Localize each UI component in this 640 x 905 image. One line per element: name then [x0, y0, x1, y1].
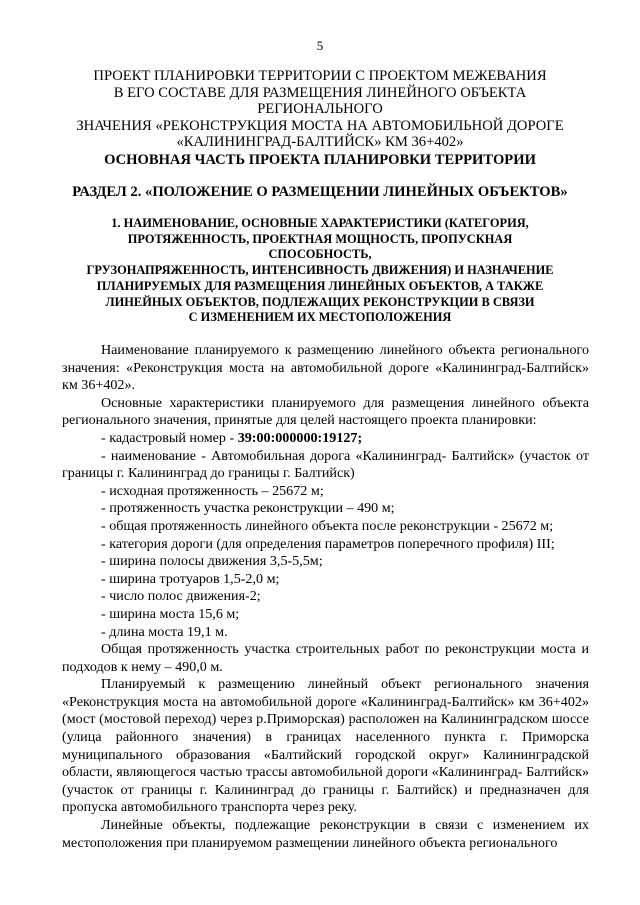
list-item [62, 553, 589, 571]
subsection-line: ЛИНЕЙНЫХ ОБЪЕКТОВ, ПОДЛЕЖАЩИХ РЕКОНСТРУКЦИИ В СВЯЗИ [105, 294, 535, 309]
main-title: ОСНОВНАЯ ЧАСТЬ ПРОЕКТА ПЛАНИРОВКИ ТЕРРИТОРИИ [104, 152, 536, 168]
paragraph-text: - категория дороги (для определения параметров поперечного профиля) III; [101, 535, 555, 552]
paragraph [62, 817, 589, 852]
subsection-line: С ИЗМЕНЕНИЕМ ИХ МЕСТОПОЛОЖЕНИЯ [188, 310, 452, 325]
header-line: «КАЛИНИНГРАД-БАЛТИЙСК» КМ 36+402» [176, 134, 464, 151]
paragraph-text: - кадастровый номер - [101, 429, 238, 446]
paragraph-text: - наименование - Автомобильная дорога «Калининград- Балтийск» (участок от границы г. Калининград до границы г. Балтийск) [62, 447, 589, 482]
paragraph-text: - исходная протяженность – 25672 м; [101, 482, 324, 499]
paragraph-text: - общая протяженность линейного объекта после реконструкции - 25672 м; [101, 517, 554, 534]
cadastral-number: 39:00:000000:19127; [237, 429, 363, 446]
subsection-line: ГРУЗОНАПРЯЖЕННОСТЬ, ИНТЕНСИВНОСТЬ ДВИЖЕНИЯ) И НАЗНАЧЕНИЕ [86, 263, 554, 278]
paragraph-text: - ширина полосы движения 3,5-5,5м; [101, 553, 323, 570]
subsection-title [80, 216, 560, 326]
paragraph-text: Наименование планируемого к размещению линейного объекта регионального значения: «Реконструкция моста на автомобильной дороге «Калининград-Балтийск» км 36+402». [62, 342, 589, 394]
list-item [62, 518, 589, 536]
paragraph-text: - число полос движения-2; [101, 588, 261, 605]
paragraph-text: - длина моста 19,1 м. [101, 623, 228, 640]
section-title: РАЗДЕЛ 2. «ПОЛОЖЕНИЕ О РАЗМЕЩЕНИИ ЛИНЕЙНЫХ ОБЪЕКТОВ» [72, 184, 568, 200]
paragraph [62, 448, 589, 483]
list-item [62, 588, 589, 606]
list-item [62, 624, 589, 642]
paragraph [62, 342, 589, 395]
paragraph [62, 641, 589, 676]
subsection-line: ПЛАНИРУЕМЫХ ДЛЯ РАЗМЕЩЕНИЯ ЛИНЕЙНЫХ ОБЪЕКТОВ, А ТАКЖЕ [96, 278, 544, 293]
paragraph [62, 676, 589, 817]
paragraph-text: - протяженность участка реконструкции – 490 м; [101, 500, 395, 517]
header-line: ЗНАЧЕНИЯ «РЕКОНСТРУКЦИЯ МОСТА НА АВТОМОБИЛЬНОЙ ДОРОГЕ [76, 117, 564, 134]
page-number: 5 [316, 38, 324, 53]
list-item [62, 430, 589, 448]
header-line: В ЕГО СОСТАВЕ ДЛЯ РАЗМЕЩЕНИЯ ЛИНЕЙНОГО ОБЪЕКТА РЕГИОНАЛЬНОГО [113, 84, 527, 118]
header-line: ПРОЕКТ ПЛАНИРОВКИ ТЕРРИТОРИИ С ПРОЕКТОМ МЕЖЕВАНИЯ [93, 68, 547, 84]
paragraph-text: Линейные объекты, подлежащие реконструкции в связи с изменением их местоположения при планируемом размещении линейного объекта регионального [62, 817, 589, 851]
list-item [62, 536, 589, 554]
document-header [60, 68, 580, 151]
list-item [62, 606, 589, 624]
paragraph-text: - ширина тротуаров 1,5-2,0 м; [101, 570, 280, 587]
paragraph [62, 395, 589, 430]
list-item [62, 571, 589, 589]
paragraph-text: Основные характеристики планируемого для размещения линейного объекта регионального значения, принятые для целей настоящего проекта планировки: [62, 394, 589, 429]
paragraph-text: - ширина моста 15,6 м; [101, 605, 240, 622]
subsection-line: ПРОТЯЖЕННОСТЬ, ПРОЕКТНАЯ МОЩНОСТЬ, ПРОПУСКНАЯ СПОСОБНОСТЬ, [127, 231, 513, 262]
list-item [62, 483, 589, 501]
paragraph-text: Планируемый к размещению линейный объект регионального значения «Реконструкция моста на автомобильной дороге «Калининград-Балтийск» км 36+402» (мост (мостовой переход) через р.Приморская) расположен на Калининградском шоссе (улица районного значения) в границах населенного пункта г. Приморска муниципального образования «Балтийский городской округ» Калининградской области, являющегося частью трассы автомобильной дороги «Калининград- Балтийск» (участок от границы г. Калининград до границы г. Балтийск) и предназначен для пропуска автомобильного транспорта через реку. [62, 676, 589, 816]
subsection-line: 1. НАИМЕНОВАНИЕ, ОСНОВНЫЕ ХАРАКТЕРИСТИКИ (КАТЕГОРИЯ, [111, 216, 529, 230]
list-item [62, 500, 589, 518]
document-body [62, 342, 589, 852]
paragraph-text: Общая протяженность участка строительных работ по реконструкции моста и подходов к нему – 490,0 м. [62, 641, 589, 675]
